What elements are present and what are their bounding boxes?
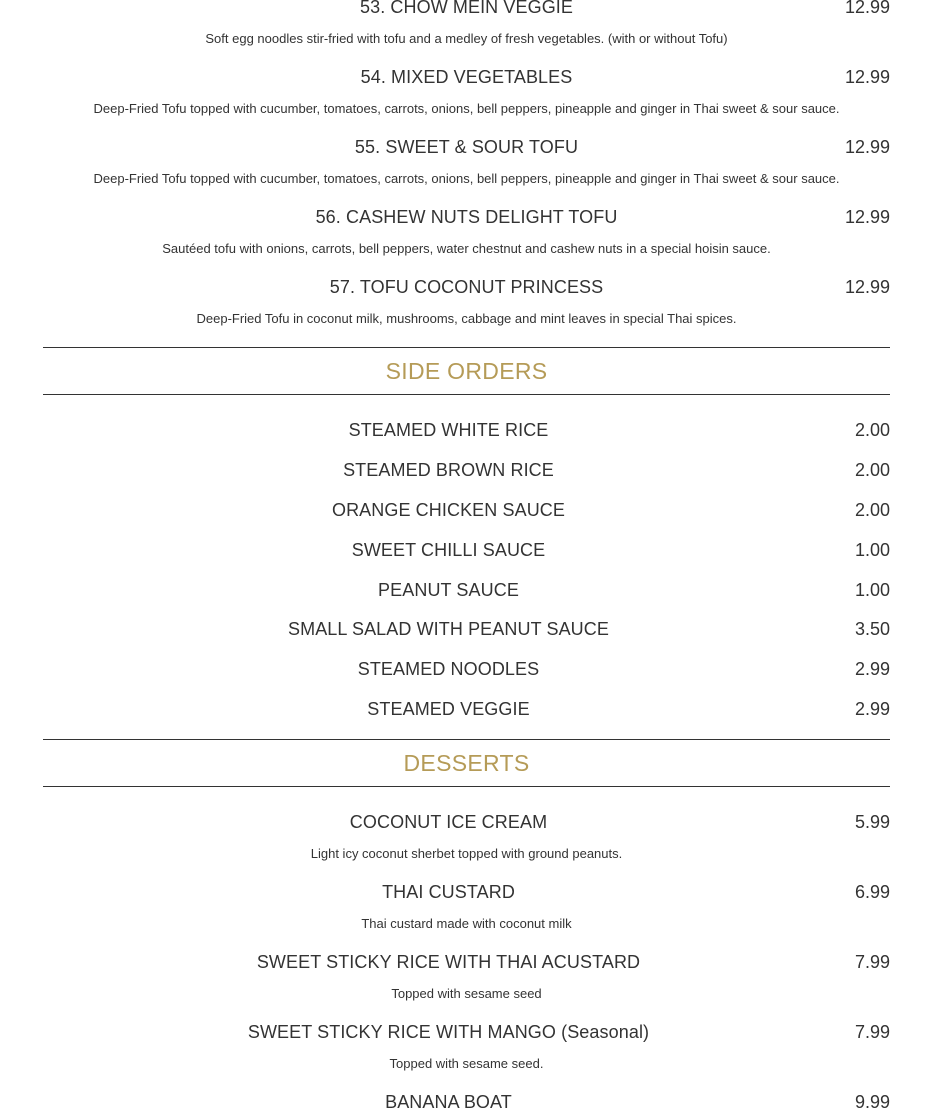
item-price: 7.99: [854, 952, 890, 973]
item-name: SWEET STICKY RICE WITH MANGO (Seasonal): [247, 1022, 650, 1043]
side-order-item: [43, 689, 890, 729]
desserts-header: [43, 739, 890, 787]
item-name: SWEET STICKY RICE WITH THAI ACUSTARD: [256, 952, 641, 973]
side-order-item: [43, 570, 890, 610]
item-price: 2.00: [854, 420, 890, 440]
item-price: 5.99: [854, 812, 890, 833]
item-description: Topped with sesame seed.: [389, 1056, 544, 1072]
item-name: SWEET CHILLI SAUCE: [351, 539, 546, 560]
item-description: Light icy coconut sherbet topped with ground peanuts.: [310, 846, 623, 862]
item-name: PEANUT SAUCE: [378, 579, 519, 600]
menu-item: [43, 0, 890, 54]
item-price: 12.99: [844, 277, 890, 297]
tofu-menu-list: [43, 0, 890, 334]
item-name: STEAMED WHITE RICE: [348, 420, 549, 440]
side-order-item: [43, 530, 890, 570]
side-order-item: [43, 490, 890, 530]
menu-item: [43, 194, 890, 264]
item-description: Soft egg noodles stir-fried with tofu and a medley of fresh vegetables. (with or without Tofu): [205, 31, 728, 46]
item-name: 56. CASHEW NUTS DELIGHT TOFU: [315, 207, 618, 227]
item-name: THAI CUSTARD: [382, 882, 515, 903]
item-price: 2.99: [854, 659, 890, 680]
item-description: Sautéed tofu with onions, carrots, bell peppers, water chestnut and cashew nuts in a special hoisin sauce.: [162, 241, 771, 256]
item-price: 6.99: [854, 882, 890, 903]
item-description: Deep-Fried Tofu topped with cucumber, tomatoes, carrots, onions, bell peppers, pineapple and ginger in Thai sweet & sour sauce.: [93, 101, 840, 116]
item-description: Deep-Fried Tofu in coconut milk, mushrooms, cabbage and mint leaves in special Thai spices.: [196, 311, 737, 326]
side-order-item: [43, 450, 890, 490]
item-name: BANANA BOAT: [385, 1092, 512, 1113]
side-order-item: [43, 410, 890, 450]
item-price: 1.00: [854, 579, 890, 600]
menu-item: [43, 264, 890, 334]
item-description: Deep-Fried Tofu topped with cucumber, tomatoes, carrots, onions, bell peppers, pineapple and ginger in Thai sweet & sour sauce.: [93, 171, 840, 186]
item-price: 2.99: [854, 699, 890, 720]
item-price: 2.00: [854, 459, 890, 480]
item-price: 12.99: [844, 207, 890, 227]
dessert-item: [43, 1079, 890, 1119]
item-price: 9.99: [854, 1092, 890, 1113]
dessert-item: [43, 939, 890, 1009]
item-price: 2.00: [854, 499, 890, 520]
item-name: STEAMED NOODLES: [357, 659, 540, 680]
menu-item: [43, 124, 890, 194]
dessert-item: [43, 799, 890, 869]
item-name: 55. SWEET & SOUR TOFU: [354, 137, 579, 157]
menu-item: [43, 54, 890, 124]
side-orders-header: [43, 347, 890, 395]
item-name: STEAMED BROWN RICE: [343, 459, 554, 480]
item-price: 1.00: [854, 539, 890, 560]
item-name: 53. CHOW MEIN VEGGIE: [359, 0, 574, 17]
item-price: 7.99: [854, 1022, 890, 1043]
menu-page: [43, 0, 890, 1119]
side-order-item: [43, 609, 890, 649]
item-price: 12.99: [844, 0, 890, 17]
item-price: 3.50: [854, 619, 890, 640]
item-name: 57. TOFU COCONUT PRINCESS: [329, 277, 604, 297]
item-price: 12.99: [844, 137, 890, 157]
item-name: COCONUT ICE CREAM: [349, 812, 548, 833]
side-orders-list: [43, 410, 890, 729]
item-name: ORANGE CHICKEN SAUCE: [331, 499, 566, 520]
desserts-list: [43, 799, 890, 1119]
section-title: DESSERTS: [403, 750, 530, 777]
dessert-item: [43, 1009, 890, 1079]
item-description: Thai custard made with coconut milk: [361, 916, 572, 932]
item-name: STEAMED VEGGIE: [367, 699, 530, 720]
dessert-item: [43, 869, 890, 939]
item-name: 54. MIXED VEGETABLES: [360, 67, 573, 87]
item-name: SMALL SALAD WITH PEANUT SAUCE: [288, 619, 609, 640]
item-description: Topped with sesame seed: [391, 986, 542, 1002]
side-order-item: [43, 649, 890, 689]
section-title: SIDE ORDERS: [385, 358, 548, 384]
item-price: 12.99: [844, 67, 890, 87]
